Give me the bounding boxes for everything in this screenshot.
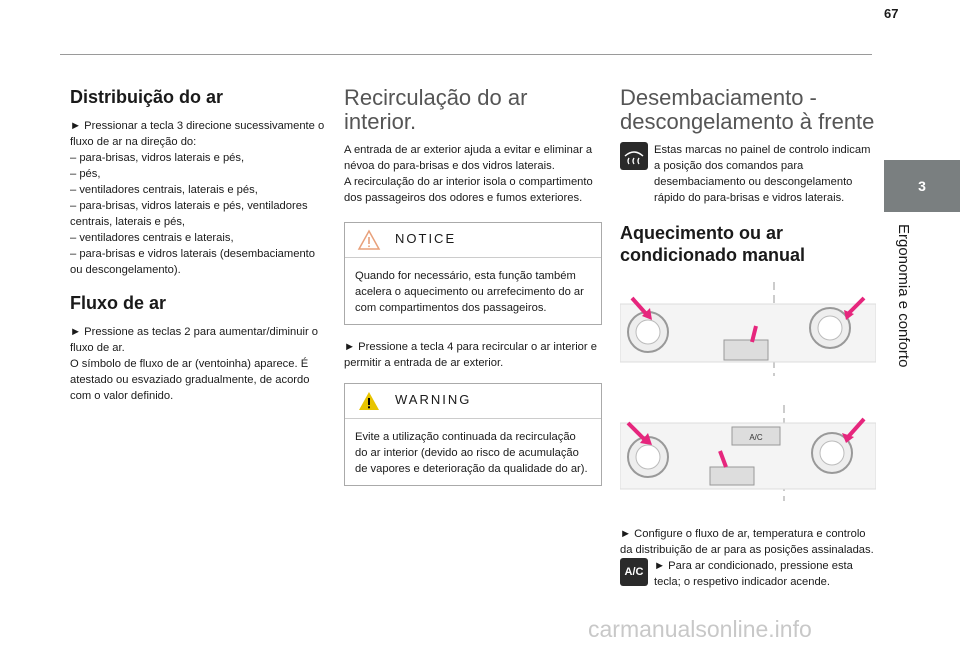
section-title-manual-ac: Aquecimento ou ar condicionado manual <box>620 223 806 265</box>
list-item: – para-brisas e vidros laterais (desembaciamento ou descongelamento). <box>70 248 315 276</box>
defrost-row <box>620 142 876 206</box>
ac-icon: A/C <box>620 558 648 586</box>
section-title-defrost: Desembaciamento - descongelamento à frente <box>620 85 875 134</box>
warning-triangle-icon <box>357 390 381 412</box>
chapter-label <box>895 224 930 404</box>
warning-text: Evite a utilização continuada da recirculação do ar interior (devido ao risco de acumulação de vapores e deterioração da qualidade do ar). <box>355 431 588 475</box>
column-1 <box>70 86 328 404</box>
header-rule <box>60 54 872 55</box>
paragraph: A recirculação do ar interior isola o compartimento dos passageiros dos odores e fumos exteriores. <box>344 176 593 204</box>
chapter-label-text: Ergonomia e conforto <box>895 224 912 368</box>
warning-title: WARNING <box>395 392 472 407</box>
list-item: – ventiladores centrais, laterais e pés, <box>70 184 258 196</box>
notice-text: Quando for necessário, esta função também acelera o aquecimento ou arrefecimento do ar com compartimentos dos passageiros. <box>355 270 584 314</box>
section-title-recirculation: Recirculação do ar interior. <box>344 85 528 134</box>
warning-box <box>344 383 602 486</box>
warning-header <box>345 384 601 419</box>
paragraph: A entrada de ar exterior ajuda a evitar e eliminar a névoa do para-brisas e dos vidros laterais. <box>344 144 593 172</box>
paragraph: ► Configure o fluxo de ar, temperatura e controlo da distribuição de ar para as posições assinaladas. <box>620 528 874 556</box>
list-item: – para-brisas, vidros laterais e pés, ventiladores centrais, laterais e pés, <box>70 200 308 228</box>
column-2 <box>344 86 602 486</box>
section-title-air-flow: Fluxo de ar <box>70 293 167 313</box>
windscreen-defrost-icon <box>620 142 648 170</box>
defrost-text: Estas marcas no painel de controlo indicam a posição dos comandos para desembaciamento ou descongelamento rápido do para-brisas e vidros laterais. <box>654 144 871 204</box>
list-item: – ventiladores centrais e laterais, <box>70 232 234 244</box>
notice-triangle-icon <box>357 229 381 251</box>
list-item: – para-brisas, vidros laterais e pés, <box>70 152 245 164</box>
ac-button-label: A/C <box>749 433 763 442</box>
column-3 <box>620 86 876 590</box>
control-panel-illustration-1 <box>620 276 876 380</box>
watermark: carmanualsonline.info <box>588 616 812 642</box>
distribution-button[interactable] <box>710 467 754 485</box>
ac-row <box>620 558 876 590</box>
distribution-button[interactable] <box>724 340 768 360</box>
ac-text: ► Para ar condicionado, pressione esta tecla; o respetivo indicador acende. <box>654 560 853 588</box>
section-title-air-distribution: Distribuição do ar <box>70 87 224 107</box>
notice-box <box>344 222 602 325</box>
notice-title: NOTICE <box>395 231 457 246</box>
chapter-tab[interactable]: 3 <box>884 160 960 212</box>
list-item: – pés, <box>70 168 101 180</box>
notice-header <box>345 223 601 258</box>
paragraph: ► Pressionar a tecla 3 direcione sucessivamente o fluxo de ar na direção do: <box>70 120 325 148</box>
paragraph: O símbolo de fluxo de ar (ventoinha) aparece. É atestado ou esvaziado gradualmente, de acordo com o valor definido. <box>70 358 310 402</box>
distribution-list <box>70 150 328 278</box>
page-number: 67 <box>884 6 899 21</box>
paragraph: ► Pressione as teclas 2 para aumentar/diminuir o fluxo de ar. <box>70 326 318 354</box>
control-panel-illustration-2 <box>620 401 876 505</box>
paragraph: ► Pressione a tecla 4 para recircular o ar interior e permitir a entrada de ar exterior. <box>344 341 597 369</box>
